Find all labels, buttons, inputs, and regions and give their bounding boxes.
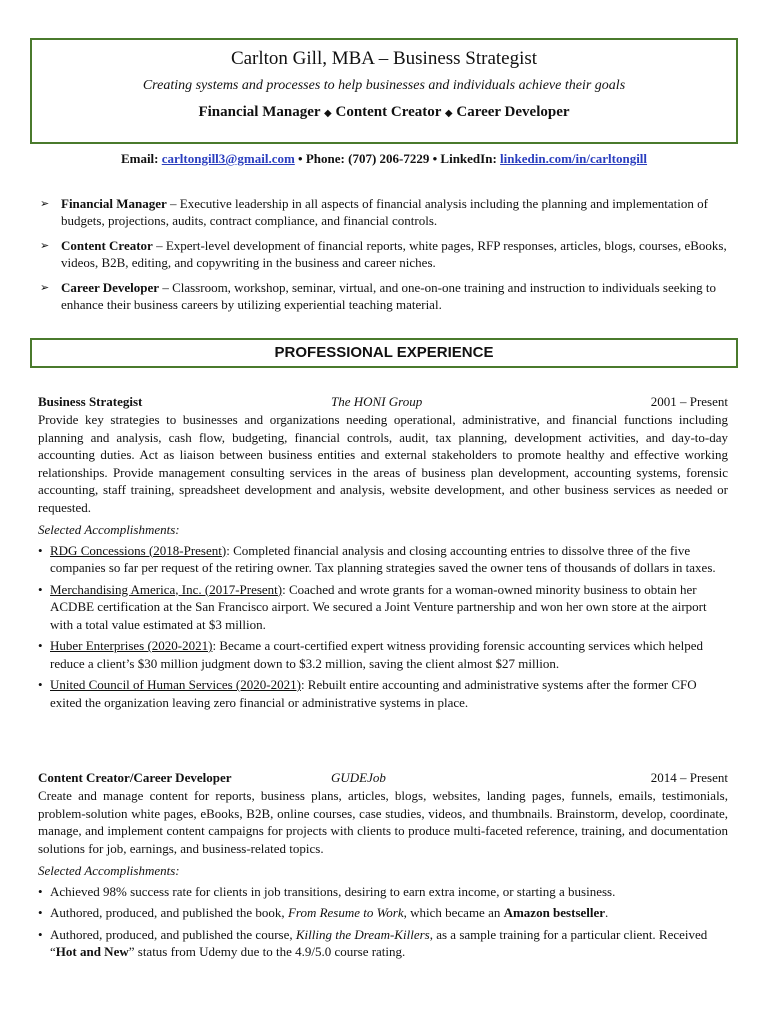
candidate-name: Carlton Gill, MBA – Business Strategist <box>230 48 538 69</box>
job-company: The HONI Group <box>331 394 423 409</box>
job-title: Content Creator/Career Developer <box>38 770 232 785</box>
section-title-professional-experience: PROFESSIONAL EXPERIENCE <box>30 338 738 368</box>
accomplishment-text: ” status from Udemy due to the 4.9/5.0 course rating. <box>128 944 406 959</box>
summary-item <box>40 237 735 271</box>
award-text: Amazon bestseller <box>503 905 606 920</box>
selected-accomplishments-label: Selected Accomplishments: <box>38 522 180 537</box>
job-title: Business Strategist <box>38 394 143 409</box>
summary-item-title: Career Developer <box>61 280 160 295</box>
email-label: Email: <box>120 151 159 166</box>
bullet-separator: • <box>298 151 303 166</box>
job-dates: 2014 – Present <box>650 770 728 785</box>
job-description: Create and manage content for reports, business plans, articles, blogs, websites, landing pages, funnels, emails, testimonials, problem-solution white pages, eBooks, B2B, online courses, case studies, videos, and thumbnails. Brainstorm, develop, coordinate, manage, and implement content campaigns for projects with clients to produce multi-faceted reference, training, and documentation solutions for job, earnings, and business-related topics. <box>38 788 728 856</box>
linkedin-link[interactable]: linkedin.com/in/carltongill <box>500 151 648 166</box>
client-name: RDG Concessions (2018-Present) <box>50 542 227 558</box>
client-name: Huber Enterprises (2020-2021) <box>50 638 213 653</box>
phone-label: Phone: <box>305 151 345 166</box>
summary-item-text: – Classroom, workshop, seminar, virtual, and one-on-one training and instruction to individuals seeking to enhance their business careers by utilizing experiential teaching material. <box>61 280 717 312</box>
summary-list <box>40 195 735 321</box>
job-header <box>38 769 728 787</box>
list-item: • RDG Concessions (2018-Present): Completed financial analysis and closing accounting entries to dissolve three of the five companies so far per request of the retiring owner. Tax planning strategies saved the owner tens of thousands of dollars in taxes. <box>38 542 716 575</box>
accomplishments-list <box>38 883 728 961</box>
accomplishment-text: Authored, produced, and published the book, <box>50 905 288 920</box>
list-item: • Achieved 98% success rate for clients in job transitions, desiring to earn extra income, or starting a business. <box>38 883 616 899</box>
summary-item-title: Content Creator <box>61 238 153 253</box>
course-title: Killing the Dream-Killers <box>295 926 430 942</box>
bullet-separator: • <box>432 151 438 166</box>
accomplishment-text: , which became an <box>403 905 504 920</box>
contact-line <box>0 151 768 167</box>
summary-item-text: – Expert-level development of financial reports, white pages, RFP responses, articles, blogs, courses, eBooks, videos, B2B, editing, and copywriting in the business and career niches. <box>61 238 727 270</box>
summary-item-title: Financial Manager <box>61 196 167 211</box>
email-link[interactable]: carltongill3@gmail.com <box>161 151 295 166</box>
job-dates: 2001 – Present <box>650 394 728 409</box>
accomplishment-text: : Became a court-certified expert witness providing forensic accounting services which helped reduce a client’s $30 million judgment down to $3.2 million, saving the client almost $27 million. <box>50 638 704 671</box>
award-text: Hot and New <box>55 944 129 959</box>
list-item: • United Council of Human Services (2020-2021): Rebuilt entire accounting and administrative systems after the former CFO exited the organization leaving zero financial or administrative systems in place. <box>38 677 697 710</box>
list-item: • Authored, produced, and published the course, Killing the Dream-Killers, as a sample training for a particular client. Received “Hot and New” status from Udemy due to the 4.9/5.0 course rating. <box>38 926 708 959</box>
tagline: Creating systems and processes to help businesses and individuals achieve their goals <box>142 78 626 93</box>
role-title: Financial Manager <box>198 104 321 120</box>
job-description: Provide key strategies to businesses and organizations needing operational, administrative, and financial functions including planning and analysis, cash flow, budgeting, financial controls, audit, tax planning, development activities, and day-to-day accounting duties. Act as liaison between business entities and external stakeholders to promote healthy and effective working relationships. Provide management consulting services in the areas of business plan development, accounting systems, forensic accounting, staff training, spreadsheet development and analysis, website development, and other business services as needed or requested. <box>38 412 728 515</box>
job-entry-content-creator <box>38 769 728 965</box>
diamond-separator-icon: ◆ <box>444 108 453 119</box>
arrow-bullet-icon: ➢ <box>40 197 50 210</box>
summary-item <box>40 195 735 229</box>
list-item: • Huber Enterprises (2020-2021): Became a court-certified expert witness providing forensic accounting services which helped reduce a client’s $30 million judgment down to $3.2 million, saving the client almost $27 million. <box>38 638 704 671</box>
accomplishments-list <box>38 542 728 712</box>
accomplishment-text: : Completed financial analysis and closing accounting entries to dissolve three of the five companies so far per request of the retiring owner. Tax planning strategies saved the owner tens of thousands of dollars in taxes. <box>50 542 716 575</box>
book-title: From Resume to Work <box>287 905 404 920</box>
accomplishment-text: : Coached and wrote grants for a woman-owned minority business to obtain her ACDBE certification at the San Francisco airport. We secured a Joint Venture partnership and won her own store at the airport with a total value estimated at $3 million. <box>50 581 707 632</box>
role-titles <box>32 104 736 121</box>
arrow-bullet-icon: ➢ <box>40 239 50 252</box>
job-entry-business-strategist <box>38 393 728 715</box>
summary-item-text: – Executive leadership in all aspects of financial analysis including the planning and implementation of budgets, projections, audits, contract compliance, and financial controls. <box>61 196 708 228</box>
list-item: • Authored, produced, and published the book, From Resume to Work, which became an Amazon bestseller. <box>38 905 609 920</box>
list-item: • Merchandising America, Inc. (2017-Present): Coached and wrote grants for a woman-owned minority business to obtain her ACDBE certification at the San Francisco airport. We secured a Joint Venture partnership and won her own store at the airport with a total value estimated at $3 million. <box>38 581 707 632</box>
role-title: Content Creator <box>335 104 442 120</box>
job-company: GUDEJob <box>331 770 386 785</box>
accomplishment-text: Achieved 98% success rate for clients in job transitions, desiring to earn extra income, or starting a business. <box>50 883 616 899</box>
role-title: Career Developer <box>456 104 570 120</box>
selected-accomplishments-label: Selected Accomplishments: <box>38 863 180 878</box>
phone-number: (707) 206-7229 <box>348 151 430 166</box>
arrow-bullet-icon: ➢ <box>40 281 50 294</box>
accomplishment-text: Authored, produced, and published the course, <box>50 926 296 942</box>
summary-item <box>40 279 735 313</box>
client-name: Merchandising America, Inc. (2017-Present) <box>50 581 283 597</box>
accomplishment-text: : Rebuilt entire accounting and administrative systems after the former CFO exited the organization leaving zero financial or administrative systems in place. <box>50 677 697 710</box>
accomplishment-text: . <box>605 905 609 920</box>
job-header <box>38 393 728 411</box>
header-box <box>30 38 738 144</box>
linkedin-label: LinkedIn: <box>440 151 497 166</box>
accomplishment-text: , as a sample training for a particular client. Received “ <box>50 926 708 959</box>
client-name: United Council of Human Services (2020-2021) <box>50 677 301 692</box>
diamond-separator-icon: ◆ <box>324 108 332 119</box>
